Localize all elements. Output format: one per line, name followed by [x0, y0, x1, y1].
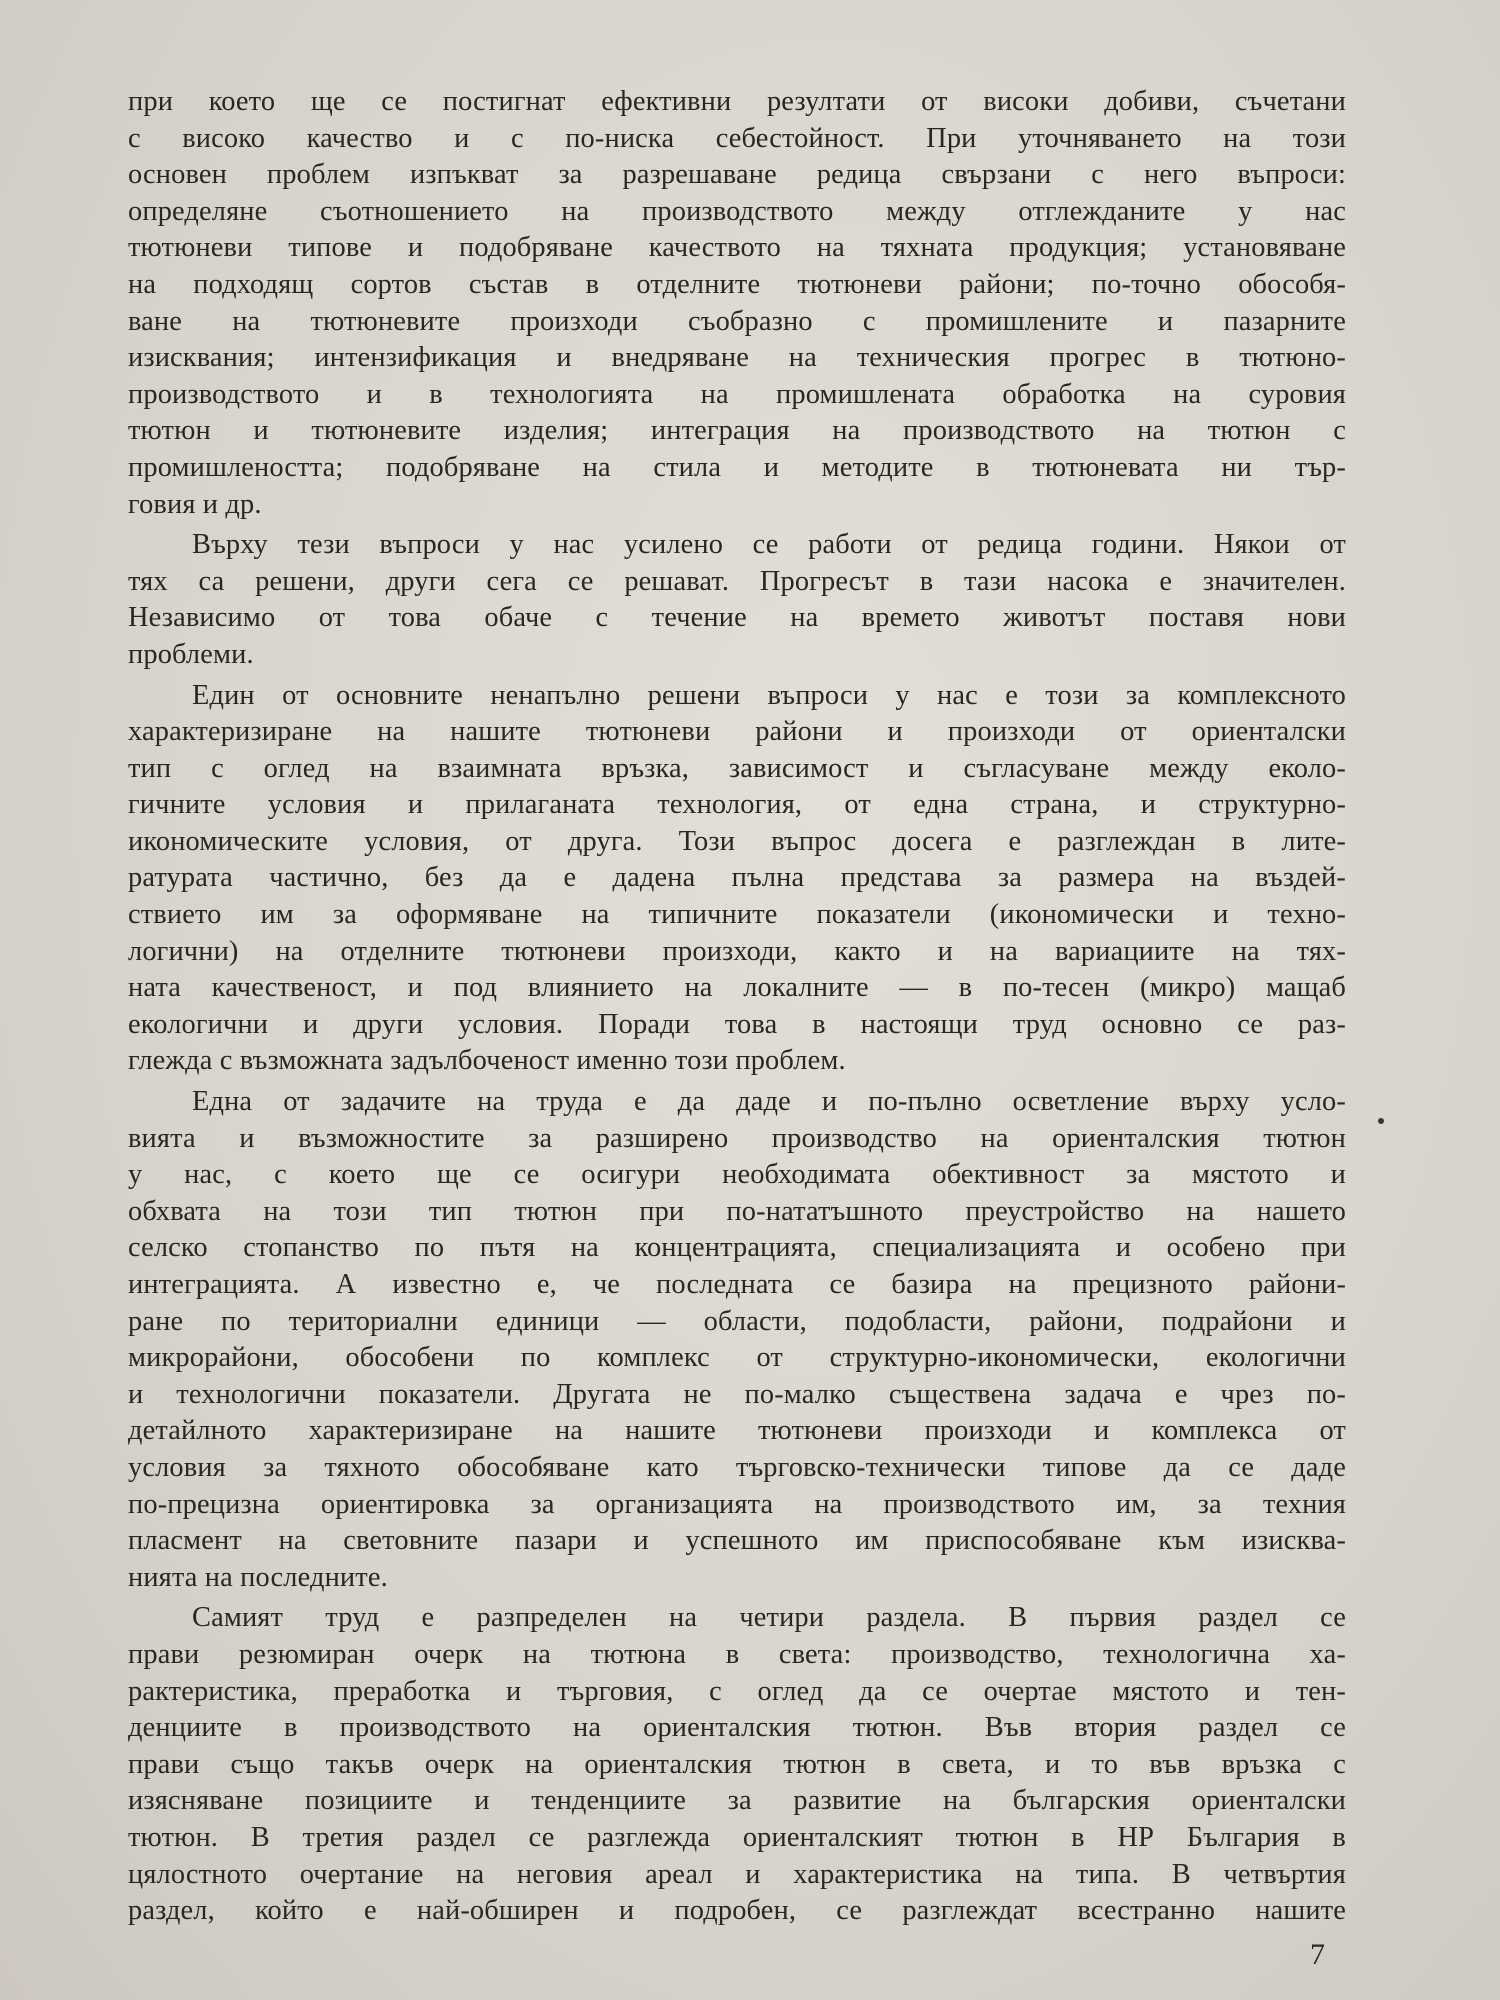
text-line: ране по териториални единици — области, подобласти, райони, подрайони и — [128, 1305, 1346, 1337]
paragraph-2 — [128, 527, 1346, 673]
text-line: ствието им за оформяване на типичните показатели (икономически и техно- — [128, 899, 1346, 931]
text-line: основен проблем изпъкват за разрешаване редица свързани с него въпроси: — [128, 159, 1346, 191]
text-line: селско стопанство по пътя на концентрацията, специализацията и особено при — [128, 1232, 1346, 1264]
text-line: пласмент на световните пазари и успешното им приспособяване към изисква- — [128, 1525, 1346, 1557]
text-line: изясняване позициите и тенденциите за развитие на българския ориенталски — [128, 1785, 1346, 1817]
text-line: проблеми. — [128, 638, 254, 670]
text-line: логични) на отделните тютюневи произходи, както и на вариациите на тях- — [128, 935, 1346, 967]
text-line: ване на тютюневите произходи съобразно с промишлените и пазарните — [128, 305, 1346, 337]
text-line: производството и в технологията на промишлената обработка на суровия — [128, 378, 1346, 410]
text-line: ратурата частично, без да е дадена пълна представа за размера на въздей- — [128, 862, 1346, 894]
text-line: Една от задачите на труда е да даде и по-пълно осветление върху усло- — [192, 1086, 1346, 1118]
text-line: Независимо от това обаче с течение на времето животът поставя нови — [128, 602, 1346, 634]
text-line: интеграцията. А известно е, че последната се базира на прецизното райони- — [128, 1269, 1346, 1300]
text-line: изисквания; интензификация и внедряване на техническия прогрес в тютюно- — [128, 342, 1346, 374]
text-line: тях са решени, други сега се решават. Прогресът в тази насока е значителен. — [128, 565, 1346, 597]
ink-speck — [1378, 1118, 1384, 1124]
paragraph-1 — [128, 84, 1346, 523]
text-line: вията и възможностите за разширено производство на ориенталския тютюн — [128, 1122, 1346, 1154]
paragraph-4 — [128, 1084, 1346, 1596]
text-line: Върху тези въпроси у нас усилено се работи от редица години. Някои от — [192, 529, 1346, 561]
text-line: при което ще се постигнат ефективни резултати от високи добиви, съчетани — [128, 86, 1346, 117]
text-line: гичните условия и прилаганата технология, от една страна, и структурно- — [128, 789, 1346, 821]
text-line: микрорайони, обособени по комплекс от структурно-икономически, екологични — [128, 1342, 1346, 1374]
body-text — [128, 84, 1346, 1934]
text-line: Самият труд е разпределен на четири раздела. В първия раздел се — [192, 1602, 1346, 1634]
text-line: у нас, с което ще се осигури необходимата обективност за мястото и — [128, 1159, 1346, 1191]
text-line: и технологични показатели. Другата не по-малко съществена задача е чрез по- — [128, 1378, 1346, 1410]
text-line: рактеристика, преработка и търговия, с оглед да се очертае мястото и тен- — [128, 1675, 1346, 1707]
text-line: икономическите условия, от друга. Този въпрос досега е разглеждан в лите- — [128, 825, 1346, 857]
paragraph-3 — [128, 678, 1346, 1081]
text-line: нията на последните. — [128, 1561, 388, 1593]
text-line: тип с оглед на взаимната връзка, зависимост и съгласуване между еколо- — [128, 752, 1346, 784]
text-line: прави резюмиран очерк на тютюна в света: производство, технологична ха- — [128, 1638, 1346, 1670]
text-line: по-прецизна ориентировка за организацията на производството им, за техния — [128, 1488, 1346, 1520]
text-line: обхвата на този тип тютюн при по-нататъшното преустройство на нашето — [128, 1195, 1346, 1227]
text-line: тютюневи типове и подобряване качеството на тяхната продукция; установяване — [128, 232, 1346, 264]
text-line: глежда с възможната задълбоченост именно този проблем. — [128, 1045, 846, 1077]
text-line: промишлеността; подобряване на стила и методите в тютюневата ни тър- — [128, 451, 1346, 483]
text-line: прави също такъв очерк на ориенталския тютюн в света, и то във връзка с — [128, 1748, 1346, 1780]
text-line: цялостното очертание на неговия ареал и характеристика на типа. В четвъртия — [128, 1858, 1346, 1890]
text-line: ната качественост, и под влиянието на локалните — в по-тесен (микро) мащаб — [128, 972, 1346, 1004]
text-line: денциите в производството на ориенталския тютюн. Във втория раздел се — [128, 1712, 1346, 1744]
text-line: с високо качество и с по-ниска себестойност. При уточняването на този — [128, 122, 1346, 154]
page-number: 7 — [1310, 1938, 1325, 1971]
text-line: тютюн и тютюневите изделия; интеграция на производството на тютюн с — [128, 415, 1346, 447]
text-line: на подходящ сортов състав в отделните тютюневи райони; по-точно обособя- — [128, 268, 1346, 300]
text-line: детайлното характеризиране на нашите тютюневи произходи и комплекса от — [128, 1415, 1346, 1447]
paragraph-5 — [128, 1600, 1346, 1929]
text-line: раздел, който е най-обширен и подробен, се разглеждат всестранно нашите — [128, 1895, 1346, 1927]
text-line: характеризиране на нашите тютюневи райони и произходи от ориенталски — [128, 716, 1346, 748]
text-line: определяне съотношението на производството между отглежданите у нас — [128, 195, 1346, 227]
text-line: говия и др. — [128, 488, 262, 520]
text-line: условия за тяхното обособяване като търговско-технически типове да се даде — [128, 1451, 1346, 1483]
text-line: тютюн. В третия раздел се разглежда ориенталският тютюн в НР България в — [128, 1821, 1346, 1853]
text-line: екологични и други условия. Поради това в настоящи труд основно се раз- — [128, 1008, 1346, 1040]
text-line: Един от основните ненапълно решени въпроси у нас е този за комплексното — [192, 679, 1346, 711]
